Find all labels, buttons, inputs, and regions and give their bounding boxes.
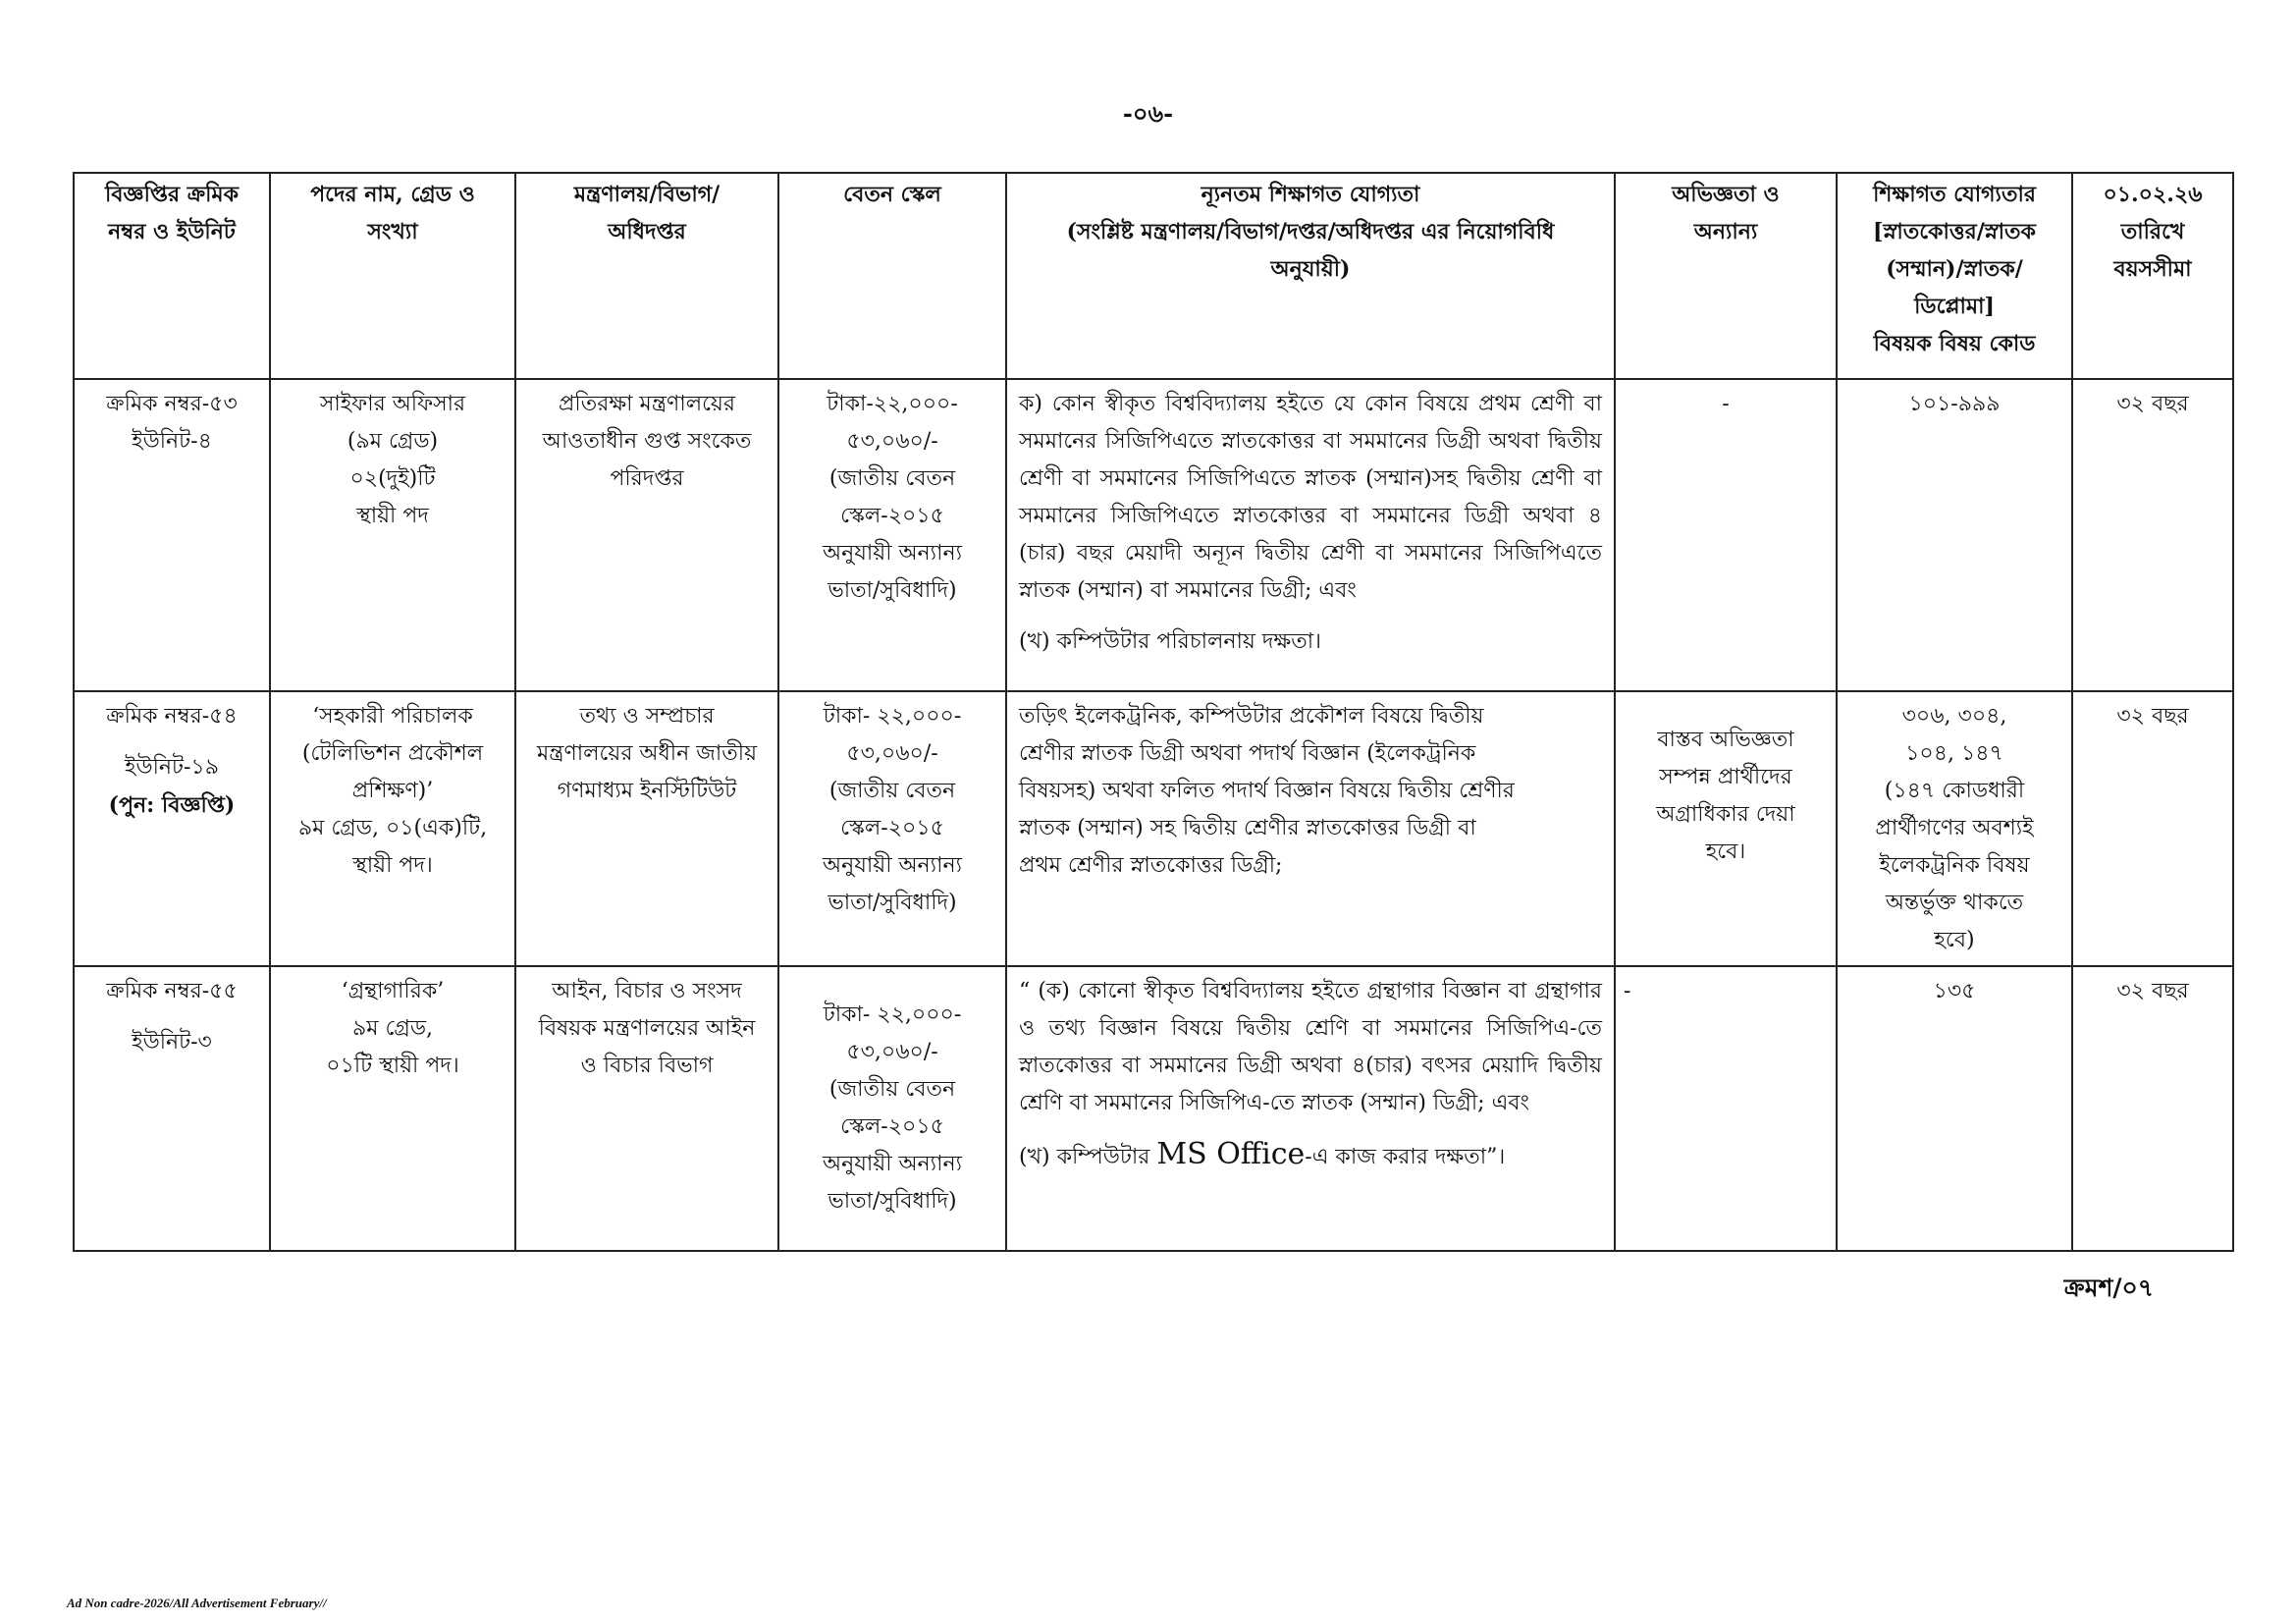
subject-code-cell: ৩০৬, ৩০৪, ১০৪, ১৪৭ (১৪৭ কোডধারী প্রার্থীগণের অবশ্যই ইলেকট্রনিক বিষয় অন্তর্ভুক্ত থাকতে হবে) <box>1837 691 2072 966</box>
page-number: -০৬- <box>1122 99 1174 128</box>
salary-cell: টাকা- ২২,০০০- ৫৩,০৬০/- (জাতীয় বেতন স্কেল-২০১৫ অনুযায়ী অন্যান্য ভাতা/সুবিধাদি) <box>778 691 1006 966</box>
post-cell: সাইফার অফিসার (৯ম গ্রেড) ০২(দুই)টি স্থায়ী পদ <box>270 379 515 691</box>
header-ministry: মন্ত্রণালয়/বিভাগ/ অধিদপ্তর <box>515 173 778 379</box>
table-row <box>74 691 2233 966</box>
qualification-cell <box>1006 379 1615 691</box>
age-limit-cell: ৩২ বছর <box>2072 379 2233 691</box>
post-cell: ‘গ্রন্থাগারিক’ ৯ম গ্রেড, ০১টি স্থায়ী পদ। <box>270 966 515 1251</box>
header-subject-code: শিক্ষাগত যোগ্যতার [স্নাতকোত্তর/স্নাতক (সম্মান)/স্নাতক/ ডিপ্লোমা] বিষয়ক বিষয় কোড <box>1837 173 2072 379</box>
header-row <box>74 173 2233 379</box>
qualification-extra: (খ) কম্পিউটার MS Office-এ কাজ করার দক্ষতা”। <box>1019 1137 1506 1171</box>
advertisement-table <box>73 172 2234 1252</box>
table-row <box>74 379 2233 691</box>
qualification-cell <box>1006 966 1615 1251</box>
header-age-limit: ০১.০২.২৬ তারিখে বয়সসীমা <box>2072 173 2233 379</box>
header-serial: বিজ্ঞপ্তির ক্রমিক নম্বর ও ইউনিট <box>74 173 270 379</box>
ministry-cell: আইন, বিচার ও সংসদ বিষয়ক মন্ত্রণালয়ের আইন ও বিচার বিভাগ <box>515 966 778 1251</box>
qualification-main: ক) কোন স্বীকৃত বিশ্ববিদ্যালয় হইতে যে কোন বিষয়ে প্রথম শ্রেণী বা সমমানের সিজিপিএতে স্নাতকোত্তর বা সমমানের ডিগ্রী অথবা দ্বিতীয় শ্রেণী বা সমমানের সিজিপিএতে স্নাতক (সম্মান)সহ দ্বিতীয় শ্রেণী বা সমমানের সিজিপিএতে স্নাতকোত্তর বা সমমানের ডিগ্রী অথবা ৪ (চার) বছর মেয়াদী অন্যূন দ্বিতীয় শ্রেণী বা সমমানের সিজিপিএতে স্নাতক (সম্মান) বা সমমানের ডিগ্রী; এবং <box>1019 392 1602 603</box>
table-row <box>74 966 2233 1251</box>
qualification-extra: (খ) কম্পিউটার পরিচালনায় দক্ষতা। <box>1019 629 1321 654</box>
age-limit-cell: ৩২ বছর <box>2072 966 2233 1251</box>
age-limit-cell: ৩২ বছর <box>2072 691 2233 966</box>
subject-code-cell: ১০১-৯৯৯ <box>1837 379 2072 691</box>
serial-cell: ক্রমিক নম্বর-৫৪ ইউনিট-১৯ (পুন: বিজ্ঞপ্তি) <box>74 691 270 966</box>
qualification-main: “ (ক) কোনো স্বীকৃত বিশ্ববিদ্যালয় হইতে গ্রন্থাগার বিজ্ঞান বা গ্রন্থাগার ও তথ্য বিজ্ঞান বিষয়ে দ্বিতীয় শ্রেণি বা সমমানের সিজিপিএ-তে স্নাতকোত্তর বা সমমানের ডিগ্রী অথবা ৪(চার) বৎসর মেয়াদি দ্বিতীয় শ্রেণি বা সমমানের সিজিপিএ-তে স্নাতক (সম্মান) ডিগ্রী; এবং <box>1019 979 1602 1115</box>
salary-cell: টাকা-২২,০০০- ৫৩,০৬০/- (জাতীয় বেতন স্কেল-২০১৫ অনুযায়ী অন্যান্য ভাতা/সুবিধাদি) <box>778 379 1006 691</box>
experience-cell: বাস্তব অভিজ্ঞতা সম্পন্ন প্রার্থীদের অগ্রাধিকার দেয়া হবে। <box>1615 691 1837 966</box>
experience-cell: - <box>1615 379 1837 691</box>
header-experience: অভিজ্ঞতা ও অন্যান্য <box>1615 173 1837 379</box>
subject-code-cell: ১৩৫ <box>1837 966 2072 1251</box>
ministry-cell: তথ্য ও সম্প্রচার মন্ত্রণালয়ের অধীন জাতীয় গণমাধ্যম ইনস্টিটিউট <box>515 691 778 966</box>
continued-page-marker: ক্রমশ/০৭ <box>2063 1273 2154 1302</box>
re-advertisement-note: (পুন: বিজ্ঞপ্তি) <box>108 792 236 818</box>
header-qualification: ন্যূনতম শিক্ষাগত যোগ্যতা (সংশ্লিষ্ট মন্ত্রণালয়/বিভাগ/দপ্তর/অধিদপ্তর এর নিয়োগবিধি অনুযায়ী) <box>1006 173 1615 379</box>
post-cell: ‘সহকারী পরিচালক (টেলিভিশন প্রকৌশল প্রশিক্ষণ)’ ৯ম গ্রেড, ০১(এক)টি, স্থায়ী পদ। <box>270 691 515 966</box>
qualification-cell: তড়িৎ ইলেকট্রনিক, কম্পিউটার প্রকৌশল বিষয়ে দ্বিতীয় শ্রেণীর স্নাতক ডিগ্রী অথবা পদার্থ বিজ্ঞান (ইলেকট্রনিক বিষয়সহ) অথবা ফলিত পদার্থ বিজ্ঞান বিষয়ে দ্বিতীয় শ্রেণীর স্নাতক (সম্মান) সহ দ্বিতীয় শ্রেণীর স্নাতকোত্তর ডিগ্রী বা প্রথম শ্রেণীর স্নাতকোত্তর ডিগ্রী; <box>1006 691 1615 966</box>
experience-cell: - <box>1615 966 1837 1251</box>
ministry-cell: প্রতিরক্ষা মন্ত্রণালয়ের আওতাধীন গুপ্ত সংকেত পরিদপ্তর <box>515 379 778 691</box>
footer-note: Ad Non cadre-2026/All Advertisement February// <box>67 1596 327 1610</box>
header-salary: বেতন স্কেল <box>778 173 1006 379</box>
salary-cell: টাকা- ২২,০০০- ৫৩,০৬০/- (জাতীয় বেতন স্কেল-২০১৫ অনুযায়ী অন্যান্য ভাতা/সুবিধাদি) <box>778 966 1006 1251</box>
serial-cell: ক্রমিক নম্বর-৫৫ ইউনিট-৩ <box>74 966 270 1251</box>
header-post: পদের নাম, গ্রেড ও সংখ্যা <box>270 173 515 379</box>
serial-cell: ক্রমিক নম্বর-৫৩ ইউনিট-৪ <box>74 379 270 691</box>
